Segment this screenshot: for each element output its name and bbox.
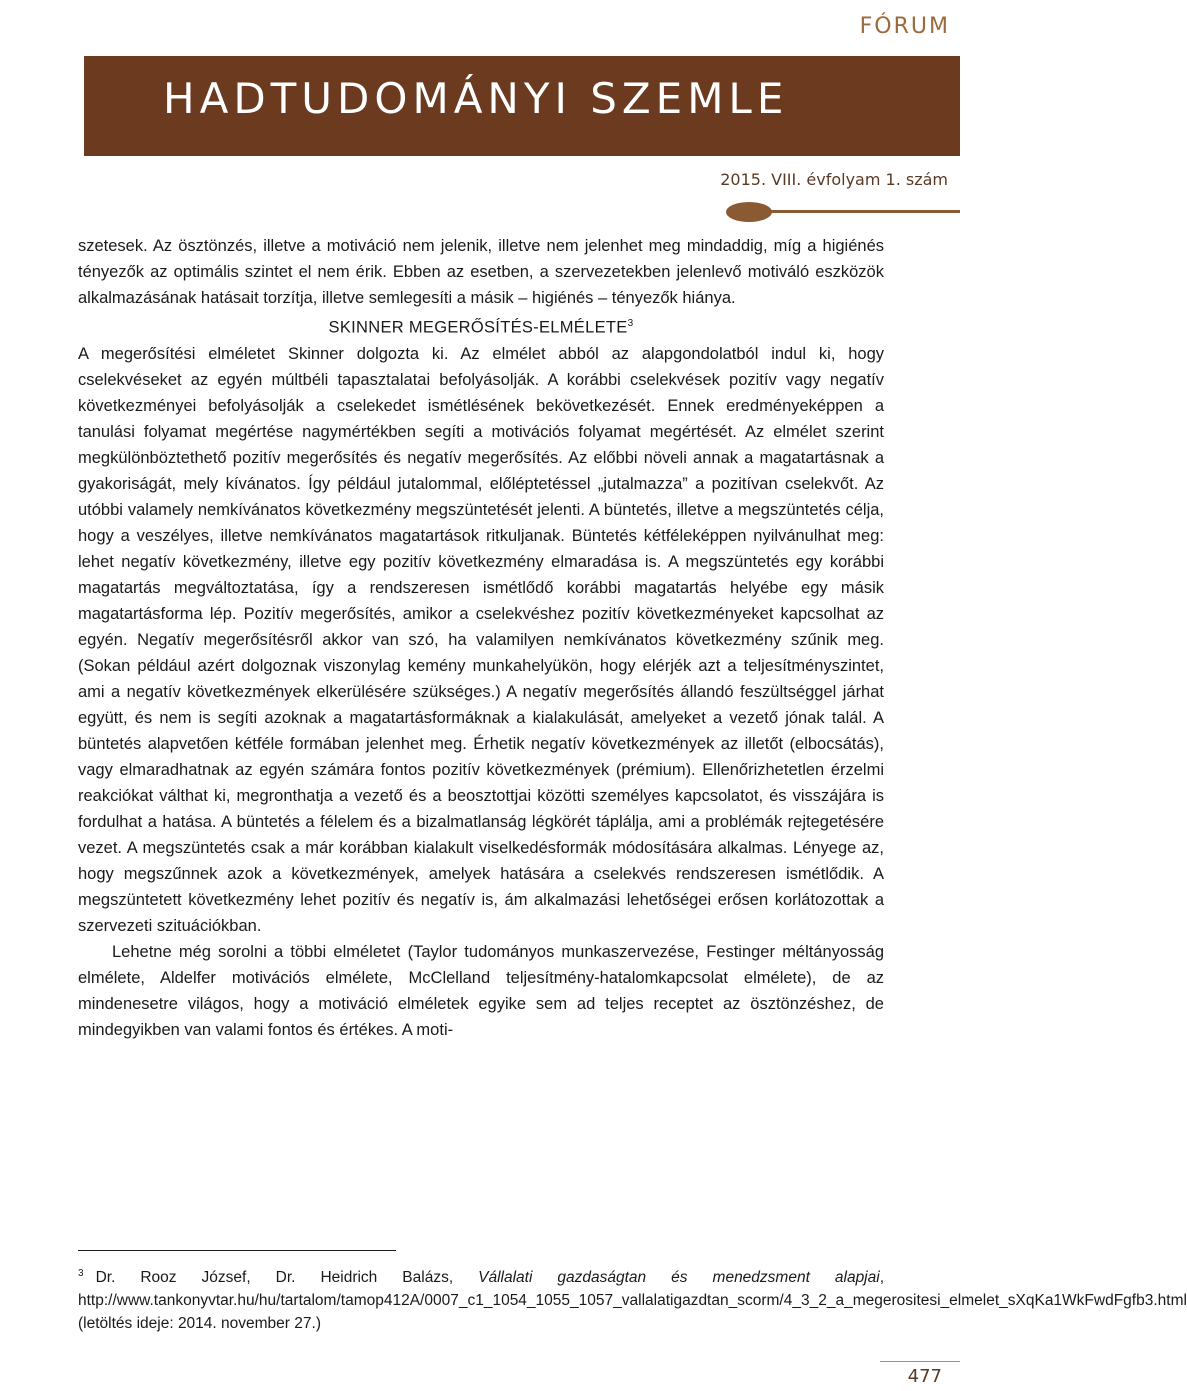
journal-banner [84, 56, 960, 156]
footnote-link[interactable]: , http://www.tankonyvtar.hu/hu/tartalom/tamop412A/0007_c1_1054_1055_1057_vallalatigazdtan_scorm/4_3_2_a_megerositesi_elmelet_sXqKa1WkFwdFgfb3.html (letöltés ideje: 2014. november 27.) [78, 1269, 1187, 1333]
closing-paragraph: Lehetne még sorolni a többi elméletet (Taylor tudományos munkaszervezése, Festinger méltányosság elmélete, Aldelfer motivációs elmélete, McClelland teljesítmény-hatalomkapcsolat elmélete), de az mindenesetre világos, hogy a motiváció elméletek egyike sem ad teljes receptet az ösztönzéshez, de mindegyikben van valami fontos és értékes. A moti- [78, 942, 884, 1039]
page-number: 477 [907, 1366, 942, 1387]
footnote [78, 1262, 1187, 1335]
article-body [78, 233, 884, 1043]
footnote-title: Vállalati gazdaságtan és menedzsment alapjai [478, 1269, 880, 1287]
issue-info: 2015. VIII. évfolyam 1. szám [720, 170, 948, 189]
footnote-authors: Dr. Rooz József, Dr. Heidrich Balázs, [95, 1269, 479, 1287]
ornament-line [760, 210, 960, 213]
footnote-number: 3 [78, 1268, 84, 1279]
intro-paragraph: szetesek. Az ösztönzés, illetve a motiváció nem jelenik, illetve nem jelenhet meg mindaddig, míg a higiénés tényezők az optimális szintet el nem érik. Ebben az esetben, a szervezetekben jelenlevő motiváló eszközök alkalmazásának hatásait torzítja, illetve semlegesíti a másik – higiénés – tényezők hiánya. [78, 237, 884, 307]
section-label: FÓRUM [859, 14, 950, 39]
section-heading [78, 311, 884, 341]
section-heading-text: SKINNER MEGERŐSÍTÉS-ELMÉLETE [328, 318, 628, 337]
page-number-rule [880, 1361, 960, 1362]
journal-title: HADTUDOMÁNYI SZEMLE [163, 74, 789, 123]
footnote-ref[interactable]: 3 [627, 318, 634, 329]
footnote-divider [78, 1250, 396, 1251]
main-paragraph: A megerősítési elméletet Skinner dolgozta ki. Az elmélet abból az alapgondolatból indul ki, hogy cselekvéseket az egyén múltbéli tapasztalatai befolyásolják. A korábbi cselekvések pozitív vagy negatív következményei befolyásolják a cselekedet ismétlésének bekövetkezését. Ennek eredményeképpen a tanulási folyamat megértése nagymértékben segíti a motivációs folyamat megértését. Az elmélet szerint megkülönböztethető pozitív megerősítés és negatív megerősítés. Az előbbi növeli annak a magatartásnak a gyakoriságát, mely kívánatos. Így például jutalommal, előléptetéssel „jutalmazza” a pozitívan cselekvőt. Az utóbbi valamely nemkívánatos következmény megszüntetését jelenti. A büntetés, illetve a megszüntetés célja, hogy a veszélyes, illetve nemkívánatos magatartások ritkuljanak. Büntetés kétféleképpen nyilvánulhat meg: lehet negatív következmény, illetve egy pozitív következmény elmaradása is. A megszüntetés egy korábbi magatartás megváltoztatása, így a rendszeresen ismétlődő korábbi magatartás helyébe egy másik magatartásforma lép. Pozitív megerősítés, amikor a cselekvéshez pozitív következményeket kapcsolhat az egyén. Negatív megerősítésről akkor van szó, ha valamilyen nemkívánatos következmény szűnik meg. (Sokan például azért dolgoznak viszonylag kemény munkahelyükön, hogy elérjék azt a teljesítményszintet, ami a negatív következmények elkerülésére szükséges.) A negatív megerősítés állandó feszültséggel járhat együtt, és nem is segíti azoknak a magatartásformáknak a kialakulását, amelyeket a vezető jónak talál. A büntetés alapvetően kétféle formában jelenhet meg. Érhetik negatív következmények az illetőt (elbocsátás), vagy elmaradhatnak az egyén számára fontos pozitív következmények (prémium). Ellenőrizhetetlen érzelmi reakciókat válthat ki, megronthatja a vezető és a beosztottjai közötti személyes kapcsolatot, és visszájára is fordulhat a hatása. A büntetés a félelem és a bizalmatlanság légkörét táplálja, ami a problémák rejtegetésére vezet. A megszüntetés csak a már korábban kialakult viselkedésformák módosítására alkalmas. Lényege az, hogy megszűnnek azok a következmények, amelyek hatására a cselekvés rendszeresen ismétlődik. A megszüntetett következmény lehet pozitív és negatív is, ám alkalmazási lehetőségei erősen korlátozottak a szervezeti szituációkban. [78, 344, 884, 935]
